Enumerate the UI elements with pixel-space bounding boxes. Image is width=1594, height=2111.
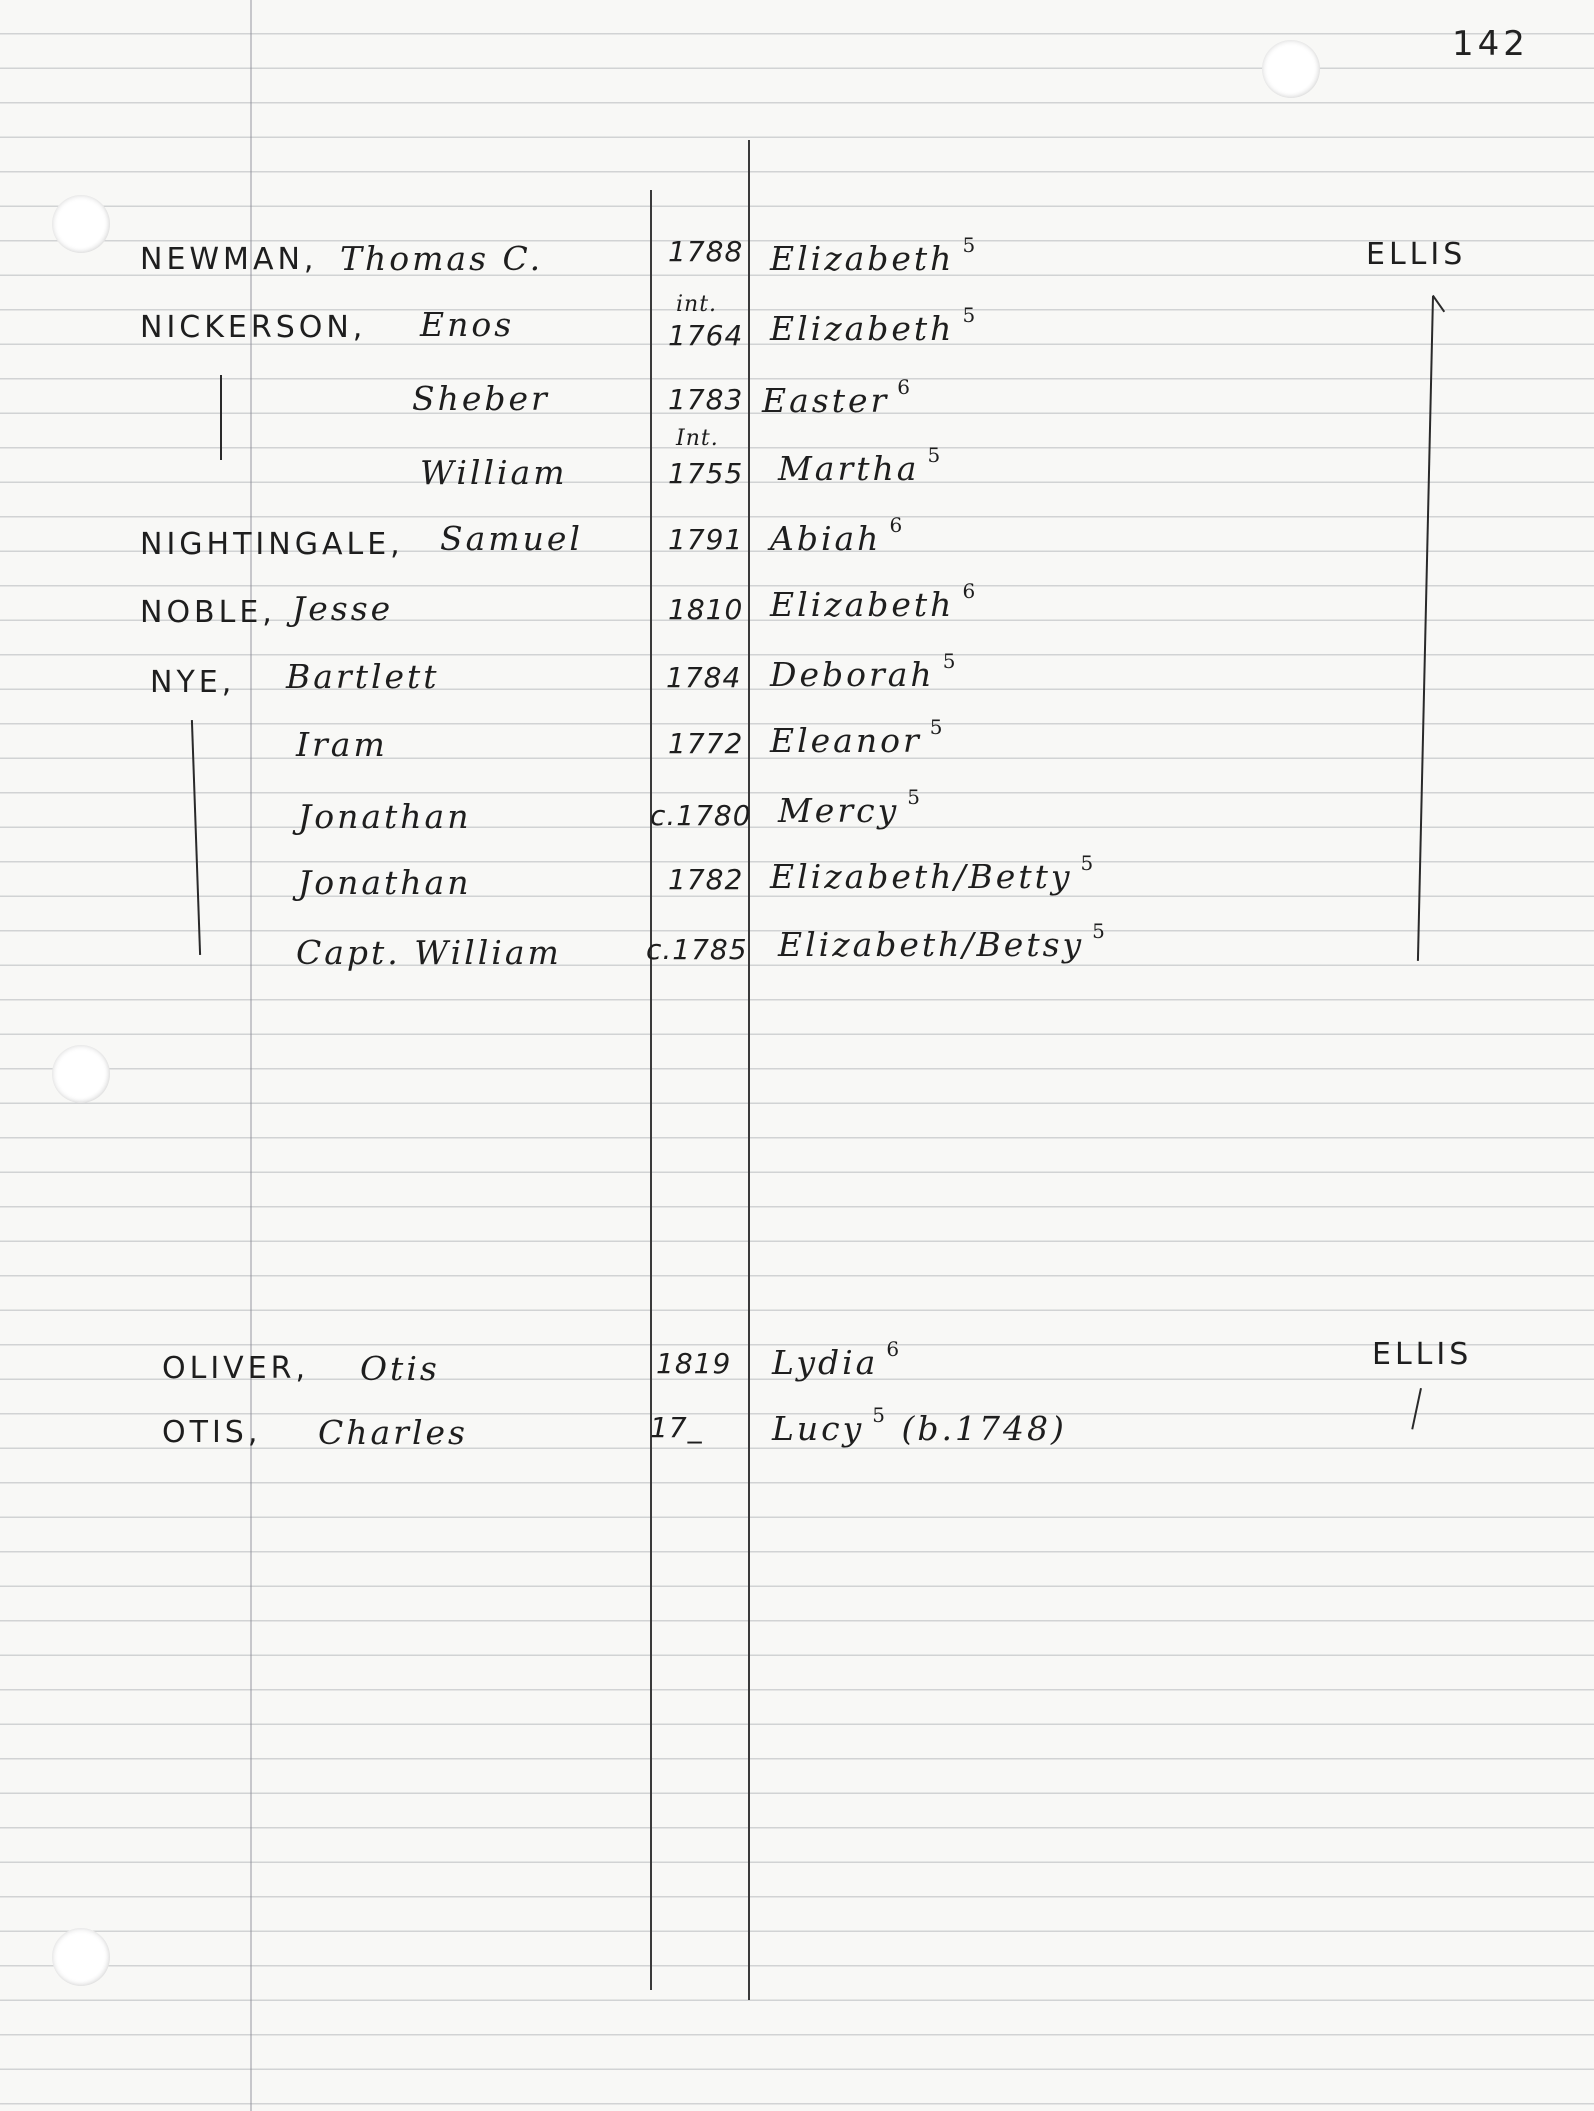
spouse-name: Eleanor $^5$ xyxy=(770,715,946,760)
surname: NICKERSON, xyxy=(140,310,367,345)
spouse-name: Mercy $^5$ xyxy=(778,785,923,830)
year: 1755 xyxy=(668,457,744,490)
year: 1788 xyxy=(668,235,744,268)
ancestor-bracket-tick xyxy=(1432,295,1445,313)
spouse-name: Lydia $^6$ xyxy=(772,1337,903,1382)
spouse-name: Abiah $^6$ xyxy=(770,513,906,558)
given-name: Charles xyxy=(318,1413,468,1452)
year: c.1780 xyxy=(650,799,752,832)
given-name: Jesse xyxy=(292,589,394,628)
year: 1764 xyxy=(668,319,744,352)
ancestor-bracket-line xyxy=(1411,1388,1422,1429)
spouse-name: Lucy $^5$ (b.1748) xyxy=(772,1403,1067,1448)
year-column-rule xyxy=(650,190,652,1990)
ancestor-label: ELLIS xyxy=(1366,237,1467,272)
given-name: Sheber xyxy=(412,379,550,418)
nickerson-bracket xyxy=(220,375,222,460)
page-number: 142 xyxy=(1452,24,1529,64)
given-name: Capt. William xyxy=(296,933,562,972)
year: 1772 xyxy=(668,727,744,760)
year: 1783 xyxy=(668,383,744,416)
nye-bracket xyxy=(191,720,201,955)
punch-hole-lower-left xyxy=(52,1928,110,1986)
given-name: Jonathan xyxy=(298,863,472,902)
spouse-name: Deborah $^5$ xyxy=(770,649,959,694)
year: c.1785 xyxy=(646,933,748,966)
spouse-name: Elizabeth/Betsy $^5$ xyxy=(778,919,1108,964)
surname: NYE, xyxy=(150,665,236,700)
spouse-name: Martha $^5$ xyxy=(778,443,944,488)
spouse-name: Elizabeth/Betty $^5$ xyxy=(770,851,1097,896)
punch-hole-upper-left xyxy=(52,195,110,253)
year-note: int. xyxy=(676,292,718,317)
punch-hole-middle-left xyxy=(52,1045,110,1103)
given-name: Thomas C. xyxy=(340,239,544,278)
given-name: Jonathan xyxy=(298,797,472,836)
year-note: Int. xyxy=(676,426,719,451)
year: 1784 xyxy=(666,661,742,694)
surname: NEWMAN, xyxy=(140,242,318,277)
spouse-name: Elizabeth $^6$ xyxy=(770,579,979,624)
surname: OLIVER, xyxy=(162,1351,310,1386)
year: 1791 xyxy=(668,523,744,556)
given-name: Enos xyxy=(420,305,515,344)
given-name: Samuel xyxy=(440,519,583,558)
spouse-column-rule xyxy=(748,140,750,2000)
given-name: Otis xyxy=(360,1349,440,1388)
given-name: William xyxy=(420,453,568,492)
year: 1810 xyxy=(668,593,744,626)
year: 1819 xyxy=(656,1347,732,1380)
year: 17_ xyxy=(650,1411,703,1444)
spouse-name: Elizabeth $^5$ xyxy=(770,303,979,348)
spouse-name: Easter $^6$ xyxy=(762,375,913,420)
year: 1782 xyxy=(668,863,744,896)
ancestor-label: ELLIS xyxy=(1372,1337,1473,1372)
spouse-name: Elizabeth $^5$ xyxy=(770,233,979,278)
given-name: Bartlett xyxy=(286,657,440,696)
ancestor-bracket-line xyxy=(1417,296,1434,961)
surname: NIGHTINGALE, xyxy=(140,527,404,562)
surname: NOBLE, xyxy=(140,595,276,630)
punch-hole-top-right xyxy=(1262,40,1320,98)
given-name: Iram xyxy=(296,725,388,764)
surname: OTIS, xyxy=(162,1415,262,1450)
